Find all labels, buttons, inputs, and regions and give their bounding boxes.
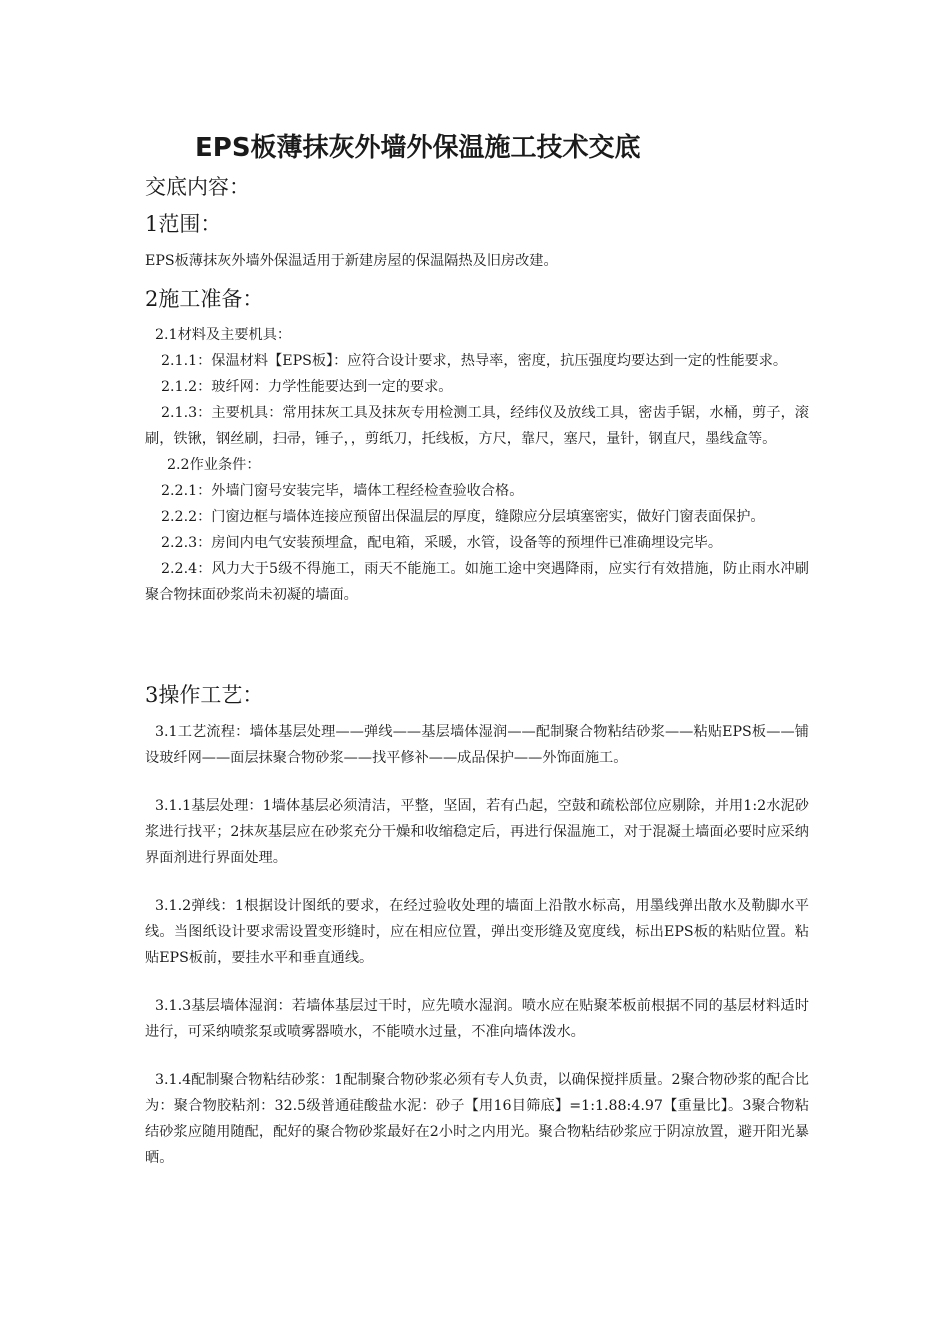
section-2-body [145,322,809,608]
paragraph: 2.1材料及主要机具： [155,327,292,343]
paragraph: 2.2.4：风力大于5级不得施工，雨天不能施工。如施工途中突遇降雨，应实行有效措施，防止雨水冲刷聚合物抹面砂浆尚未初凝的墙面。 [145,561,809,603]
section-3-body [145,719,809,1171]
section-1-body [145,248,809,274]
paragraph: 2.2.1：外墙门窗号安装完毕，墙体工程经检查验收合格。 [161,483,524,499]
paragraph: 3.1工艺流程：墙体基层处理——弹线——基层墙体湿润——配制聚合物粘结砂浆——粘贴EPS板——铺设玻纤网——面层抹聚合物砂浆——找平修补——成品保护——外饰面施工。 [145,724,809,766]
paragraph: 3.1.4配制聚合物粘结砂浆：1配制聚合物砂浆必须有专人负责，以确保搅拌质量。2聚合物砂浆的配合比为：聚合物胶粘剂：32.5级普通硅酸盐水泥：砂子【用16目筛底】=1:1.88:4.97【重量比】。3聚合物粘结砂浆应随用随配，配好的聚合物砂浆最好在2小时之内用光。聚合物粘结砂浆应于阴凉放置，避开阳光暴晒。 [145,1072,809,1166]
section-3-heading: 3操作工艺： [145,683,264,707]
section-1-heading: 1范围： [145,212,222,236]
paragraph: 2.1.3：主要机具：常用抹灰工具及抹灰专用检测工具，经纬仪及放线工具，密齿手锯，水桶，剪子，滚刷，铁锹，钢丝刷，扫帚，锤子，，剪纸刀，托线板，方尺，靠尺，塞尺，量针，钢直尺，墨线盒等。 [145,405,809,447]
paragraph: 2.2.2：门窗边框与墙体连接应预留出保温层的厚度，缝隙应分层填塞密实，做好门窗表面保护。 [161,509,765,525]
section-2-heading: 2施工准备： [145,287,264,311]
document-title: EPS板薄抹灰外墙外保温施工技术交底 [195,133,641,163]
paragraph: 3.1.1基层处理：1墙体基层必须清洁，平整，坚固，若有凸起，空鼓和疏松部位应剔除，并用1:2水泥砂浆进行找平；2抹灰基层应在砂浆充分干燥和收缩稳定后，再进行保温施工，对于混凝土墙面必要时应采纳界面剂进行界面处理。 [145,798,809,866]
intro-heading: 交底内容： [145,175,250,199]
paragraph: 2.2作业条件： [167,457,261,473]
paragraph: 2.1.2：玻纤网：力学性能要达到一定的要求。 [161,379,453,395]
paragraph: 3.1.3基层墙体湿润：若墙体基层过干时，应先喷水湿润。喷水应在贴聚苯板前根据不同的基层材料适时进行，可采纳喷浆泵或喷雾器喷水，不能喷水过量，不准向墙体泼水。 [145,998,809,1040]
paragraph: 3.1.2弹线：1根据设计图纸的要求，在经过验收处理的墙面上沿散水标高，用墨线弹出散水及勒脚水平线。当图纸设计要求需设置变形缝时，应在相应位置，弹出变形缝及宽度线，标出EPS板的粘贴位置。粘贴EPS板前，要挂水平和垂直通线。 [145,898,809,966]
paragraph: 2.2.3：房间内电气安装预埋盒，配电箱，采暖，水管，设备等的预埋件已准确埋设完毕。 [161,535,723,551]
paragraph: EPS板薄抹灰外墙外保温适用于新建房屋的保温隔热及旧房改建。 [145,253,558,269]
paragraph: 2.1.1：保温材料【EPS板】：应符合设计要求，热导率，密度，抗压强度均要达到一定的性能要求。 [161,353,788,369]
